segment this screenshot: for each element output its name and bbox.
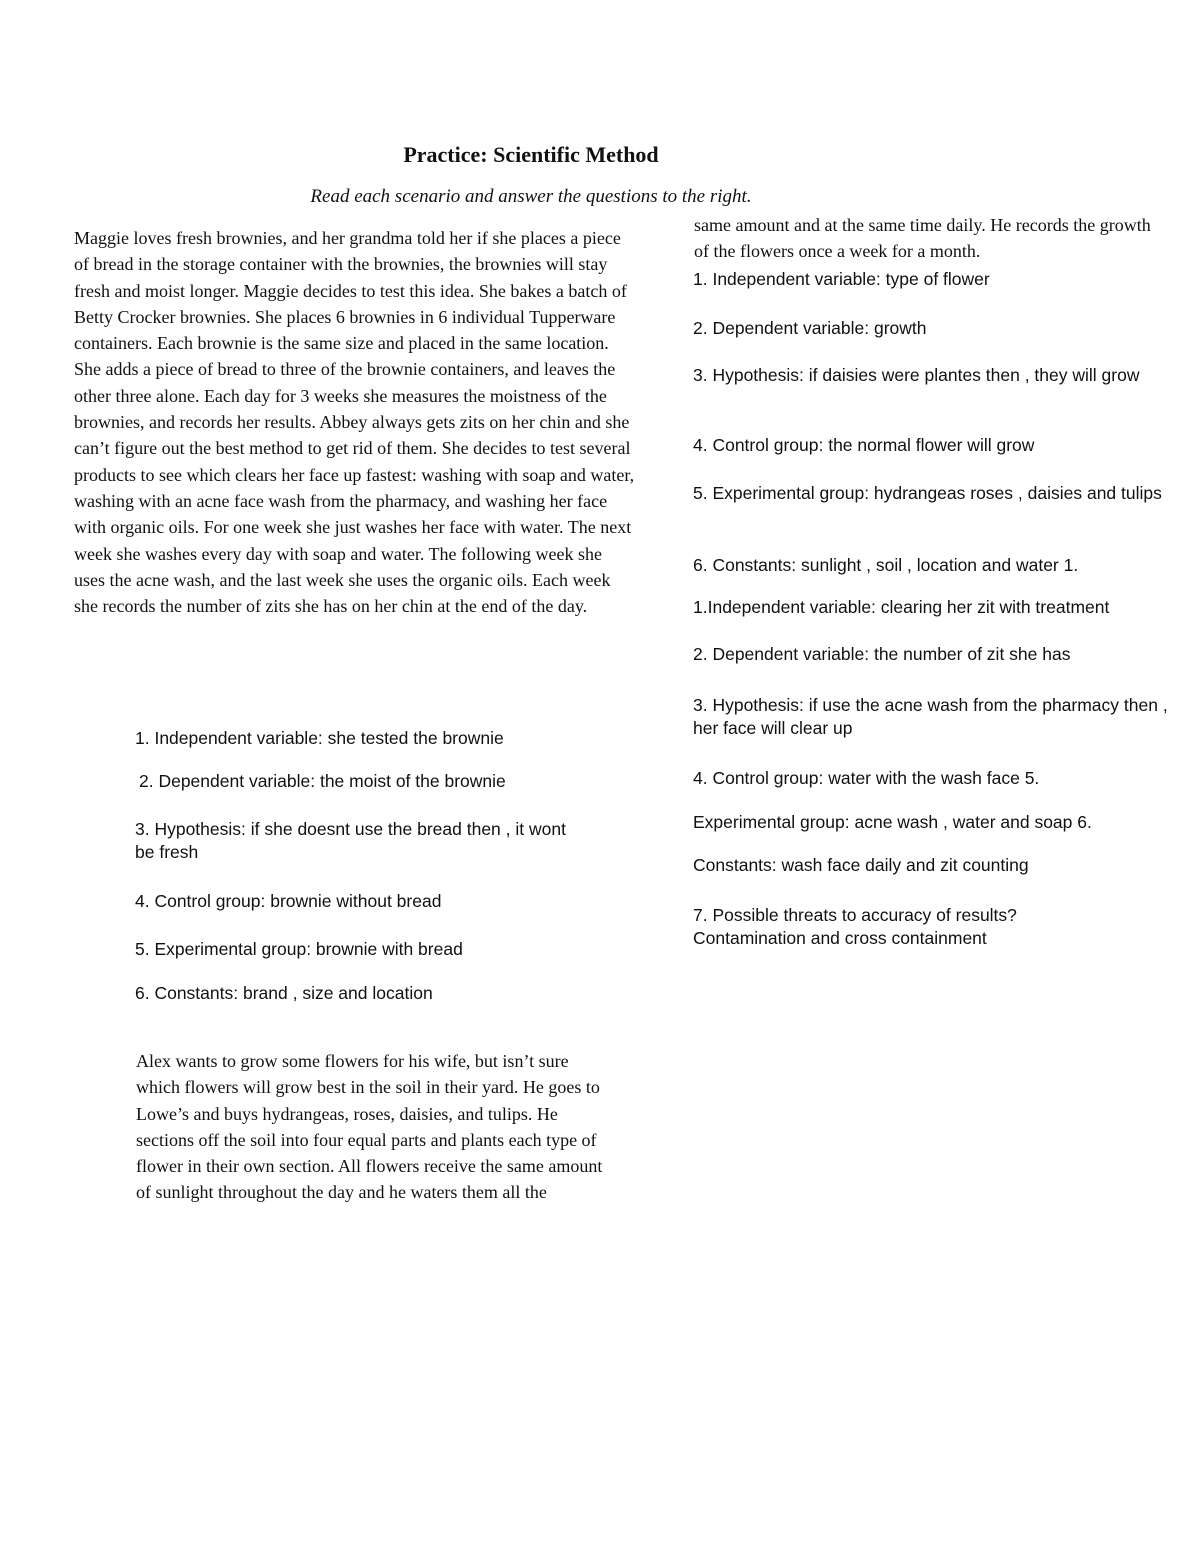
answer-item: 6. Constants: brand , size and location xyxy=(135,983,433,1003)
answer-item: 4. Control group: the normal flower will grow xyxy=(693,435,1035,455)
page-subtitle: Read each scenario and answer the questions to the right. xyxy=(310,186,752,207)
scenario-maggie-abbey: Maggie loves fresh brownies, and her grandma told her if she places a piece of bread in the storage container with the brownies, the brownies will stay fresh and moist longer. Maggie decides to test this idea. She bakes a batch of Betty Crocker brownies. She places 6 brownies in 6 individual Tupperware containers. Each brownie is the same size and placed in the same location. She adds a piece of bread to three of the brownie containers, and leaves the other three alone. Each day for 3 weeks she measures the moistness of the brownies, and records her results. Abbey always gets zits on her chin and she can’t figure out the best method to get rid of them. She decides to test several products to see which clears her face up fastest: washing with soap and water, washing with an acne face wash from the pharmacy, and washing her face with organic oils. For one week she just washes her face with water. The next week she washes every day with soap and water. The following week she uses the acne wash, and the last week she uses the organic oils. Each week she records the number of zits she has on her chin at the end of the day. xyxy=(74,228,635,617)
answer-item: Experimental group: acne wash , water and soap 6. xyxy=(693,812,1092,832)
answer-item: 3. Hypothesis: if she doesnt use the bread then , it wont be fresh xyxy=(135,819,566,862)
answer-item: 1.Independent variable: clearing her zit with treatment xyxy=(693,597,1110,617)
answer-item: 3. Hypothesis: if daisies were plantes then , they will grow xyxy=(693,365,1140,385)
answer-item: 3. Hypothesis: if use the acne wash from the pharmacy then , her face will clear up xyxy=(693,695,1168,738)
answer-item: 7. Possible threats to accuracy of results? Contamination and cross containment xyxy=(693,905,1017,948)
answer-item: Constants: wash face daily and zit counting xyxy=(693,855,1029,875)
answer-item: 1. Independent variable: type of flower xyxy=(693,269,990,289)
answer-item: 5. Experimental group: brownie with bread xyxy=(135,939,463,959)
answer-item: 4. Control group: water with the wash face 5. xyxy=(693,768,1040,788)
answer-item: 2. Dependent variable: growth xyxy=(693,318,927,338)
answer-item: 4. Control group: brownie without bread xyxy=(135,891,442,911)
answer-item: 6. Constants: sunlight , soil , location and water 1. xyxy=(693,555,1079,575)
scenario-alex: Alex wants to grow some flowers for his wife, but isn’t sure which flowers will grow best in the soil in their yard. He goes to Lowe’s and buys hydrangeas, roses, daisies, and tulips. He sections off the soil into four equal parts and plants each type of flower in their own section. All flowers receive the same amount of sunlight throughout the day and he waters them all the xyxy=(136,1051,603,1203)
answer-item: 5. Experimental group: hydrangeas roses , daisies and tulips xyxy=(693,483,1162,503)
scenario-alex-continued: same amount and at the same time daily. He records the growth of the flowers once a week for a month. xyxy=(694,215,1151,262)
answer-item: 2. Dependent variable: the moist of the brownie xyxy=(139,771,506,791)
page-title: Practice: Scientific Method xyxy=(403,142,659,167)
answer-item: 2. Dependent variable: the number of zit she has xyxy=(693,644,1071,664)
answer-item: 1. Independent variable: she tested the brownie xyxy=(135,728,504,748)
